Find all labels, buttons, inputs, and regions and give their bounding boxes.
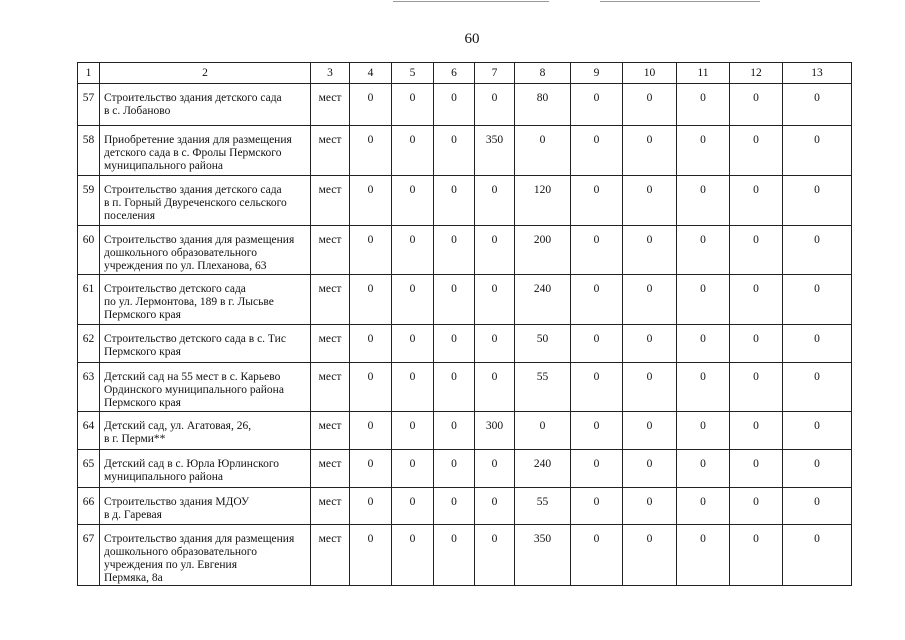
value-col-13: 0	[783, 450, 852, 488]
value-col-8: 50	[515, 325, 571, 363]
value-col-10: 0	[623, 325, 677, 363]
value-col-9: 0	[571, 412, 623, 450]
value-col-4: 0	[350, 126, 392, 176]
object-name	[100, 226, 311, 275]
object-name-line: Строительство здания детского сада	[104, 184, 282, 196]
object-name	[100, 488, 311, 525]
object-name-line: дошкольного образовательного	[104, 546, 257, 558]
value-col-6: 0	[434, 226, 475, 275]
value-col-4: 0	[350, 525, 392, 586]
object-name-line: Пермского края	[104, 346, 181, 358]
row-number: 61	[78, 275, 100, 325]
value-col-10: 0	[623, 525, 677, 586]
value-col-10: 0	[623, 488, 677, 525]
object-name	[100, 325, 311, 363]
row-number: 67	[78, 525, 100, 586]
row-number: 66	[78, 488, 100, 525]
value-col-8: 0	[515, 126, 571, 176]
unit-cell: мест	[311, 84, 350, 126]
value-col-7: 350	[475, 126, 515, 176]
object-name	[100, 450, 311, 488]
value-col-11: 0	[677, 176, 730, 226]
value-col-6: 0	[434, 126, 475, 176]
header-cell: 1	[78, 63, 100, 84]
value-col-11: 0	[677, 325, 730, 363]
row-number: 62	[78, 325, 100, 363]
value-col-7: 0	[475, 84, 515, 126]
value-col-8: 350	[515, 525, 571, 586]
object-name-line: по ул. Лермонтова, 189 в г. Лысьве	[104, 296, 274, 308]
value-col-7: 300	[475, 412, 515, 450]
object-name-line: Пермского края	[104, 397, 181, 409]
table-row	[78, 363, 852, 412]
value-col-13: 0	[783, 325, 852, 363]
unit-cell: мест	[311, 325, 350, 363]
table-row	[78, 450, 852, 488]
value-col-4: 0	[350, 488, 392, 525]
value-col-10: 0	[623, 363, 677, 412]
value-col-4: 0	[350, 84, 392, 126]
row-number: 59	[78, 176, 100, 226]
value-col-5: 0	[392, 412, 434, 450]
header-cell: 3	[311, 63, 350, 84]
value-col-12: 0	[730, 325, 783, 363]
value-col-10: 0	[623, 450, 677, 488]
object-name	[100, 412, 311, 450]
object-name-line: поселения	[104, 210, 155, 222]
header-cell: 12	[730, 63, 783, 84]
object-name-line: Приобретение здания для размещения	[104, 134, 292, 146]
table-row	[78, 525, 852, 586]
value-col-6: 0	[434, 275, 475, 325]
data-table	[77, 62, 852, 586]
table-row	[78, 488, 852, 525]
value-col-12: 0	[730, 176, 783, 226]
header-row	[78, 63, 852, 84]
value-col-11: 0	[677, 363, 730, 412]
value-col-4: 0	[350, 450, 392, 488]
value-col-5: 0	[392, 525, 434, 586]
value-col-11: 0	[677, 226, 730, 275]
value-col-6: 0	[434, 363, 475, 412]
object-name-line: Детский сад, ул. Агатовая, 26,	[104, 420, 252, 432]
value-col-6: 0	[434, 488, 475, 525]
value-col-9: 0	[571, 176, 623, 226]
value-col-8: 80	[515, 84, 571, 126]
object-name	[100, 176, 311, 226]
row-number: 65	[78, 450, 100, 488]
value-col-5: 0	[392, 84, 434, 126]
value-col-13: 0	[783, 275, 852, 325]
header-cell: 2	[100, 63, 311, 84]
value-col-10: 0	[623, 275, 677, 325]
value-col-12: 0	[730, 84, 783, 126]
value-col-11: 0	[677, 412, 730, 450]
object-name-line: Строительство здания для размещения	[104, 533, 295, 545]
scan-artifact-line	[393, 1, 549, 2]
value-col-8: 240	[515, 275, 571, 325]
value-col-5: 0	[392, 363, 434, 412]
value-col-13: 0	[783, 525, 852, 586]
object-name-line: детского сада в с. Фролы Пермского	[104, 147, 282, 159]
value-col-13: 0	[783, 126, 852, 176]
object-name	[100, 363, 311, 412]
value-col-11: 0	[677, 275, 730, 325]
value-col-6: 0	[434, 84, 475, 126]
object-name-line: Строительство детского сада	[104, 283, 246, 295]
value-col-12: 0	[730, 226, 783, 275]
value-col-9: 0	[571, 488, 623, 525]
value-col-10: 0	[623, 126, 677, 176]
value-col-9: 0	[571, 126, 623, 176]
object-name-line: Пермяка, 8а	[104, 572, 163, 584]
row-number: 57	[78, 84, 100, 126]
header-cell: 11	[677, 63, 730, 84]
value-col-8: 55	[515, 488, 571, 525]
object-name-line: Ординского муниципального района	[104, 384, 284, 396]
object-name-line: учреждения по ул. Плеханова, 63	[104, 260, 267, 272]
value-col-9: 0	[571, 325, 623, 363]
value-col-13: 0	[783, 488, 852, 525]
value-col-12: 0	[730, 525, 783, 586]
value-col-8: 200	[515, 226, 571, 275]
object-name-line: Строительство здания МДОУ	[104, 496, 250, 508]
object-name-line: Детский сад в с. Юрла Юрлинского	[104, 458, 280, 470]
table-row	[78, 226, 852, 275]
value-col-11: 0	[677, 450, 730, 488]
value-col-4: 0	[350, 412, 392, 450]
header-cell: 8	[515, 63, 571, 84]
unit-cell: мест	[311, 176, 350, 226]
object-name	[100, 275, 311, 325]
value-col-9: 0	[571, 525, 623, 586]
value-col-9: 0	[571, 275, 623, 325]
object-name-line: учреждения по ул. Евгения	[104, 559, 237, 571]
value-col-9: 0	[571, 363, 623, 412]
value-col-8: 55	[515, 363, 571, 412]
value-col-13: 0	[783, 226, 852, 275]
value-col-5: 0	[392, 488, 434, 525]
value-col-7: 0	[475, 275, 515, 325]
value-col-6: 0	[434, 450, 475, 488]
table-row	[78, 412, 852, 450]
value-col-7: 0	[475, 176, 515, 226]
object-name-line: муниципального района	[104, 471, 223, 483]
object-name	[100, 126, 311, 176]
object-name-line: Строительство детского сада в с. Тис	[104, 333, 286, 345]
value-col-10: 0	[623, 176, 677, 226]
value-col-7: 0	[475, 488, 515, 525]
table-row	[78, 176, 852, 226]
value-col-4: 0	[350, 176, 392, 226]
value-col-5: 0	[392, 325, 434, 363]
value-col-8: 120	[515, 176, 571, 226]
value-col-8: 240	[515, 450, 571, 488]
unit-cell: мест	[311, 450, 350, 488]
page-number: 60	[464, 31, 480, 47]
value-col-5: 0	[392, 226, 434, 275]
table-row	[78, 84, 852, 126]
value-col-11: 0	[677, 525, 730, 586]
value-col-11: 0	[677, 126, 730, 176]
value-col-4: 0	[350, 363, 392, 412]
value-col-7: 0	[475, 325, 515, 363]
unit-cell: мест	[311, 363, 350, 412]
object-name-line: Детский сад на 55 мест в с. Карьево	[104, 371, 281, 383]
header-cell: 13	[783, 63, 852, 84]
value-col-11: 0	[677, 488, 730, 525]
value-col-6: 0	[434, 176, 475, 226]
header-cell: 6	[434, 63, 475, 84]
unit-cell: мест	[311, 525, 350, 586]
table-row	[78, 325, 852, 363]
value-col-12: 0	[730, 488, 783, 525]
value-col-12: 0	[730, 412, 783, 450]
object-name	[100, 525, 311, 586]
value-col-13: 0	[783, 363, 852, 412]
unit-cell: мест	[311, 488, 350, 525]
header-cell: 7	[475, 63, 515, 84]
object-name-line: Пермского края	[104, 309, 181, 321]
value-col-8: 0	[515, 412, 571, 450]
object-name-line: муниципального района	[104, 160, 223, 172]
value-col-6: 0	[434, 525, 475, 586]
value-col-10: 0	[623, 84, 677, 126]
value-col-4: 0	[350, 325, 392, 363]
header-cell: 4	[350, 63, 392, 84]
value-col-10: 0	[623, 412, 677, 450]
value-col-6: 0	[434, 325, 475, 363]
value-col-10: 0	[623, 226, 677, 275]
object-name-line: Строительство здания детского сада	[104, 92, 282, 104]
value-col-4: 0	[350, 226, 392, 275]
value-col-4: 0	[350, 275, 392, 325]
header-cell: 10	[623, 63, 677, 84]
value-col-11: 0	[677, 84, 730, 126]
value-col-9: 0	[571, 450, 623, 488]
value-col-13: 0	[783, 176, 852, 226]
value-col-12: 0	[730, 126, 783, 176]
table-row	[78, 275, 852, 325]
value-col-5: 0	[392, 275, 434, 325]
value-col-12: 0	[730, 275, 783, 325]
header-cell: 5	[392, 63, 434, 84]
value-col-13: 0	[783, 412, 852, 450]
value-col-7: 0	[475, 450, 515, 488]
value-col-13: 0	[783, 84, 852, 126]
value-col-5: 0	[392, 126, 434, 176]
object-name	[100, 84, 311, 126]
object-name-line: в с. Лобаново	[104, 105, 171, 117]
unit-cell: мест	[311, 126, 350, 176]
row-number: 58	[78, 126, 100, 176]
row-number: 63	[78, 363, 100, 412]
value-col-7: 0	[475, 226, 515, 275]
object-name-line: Строительство здания для размещения	[104, 234, 295, 246]
table-row	[78, 126, 852, 176]
value-col-6: 0	[434, 412, 475, 450]
value-col-7: 0	[475, 525, 515, 586]
unit-cell: мест	[311, 275, 350, 325]
value-col-12: 0	[730, 363, 783, 412]
row-number: 64	[78, 412, 100, 450]
value-col-9: 0	[571, 226, 623, 275]
object-name-line: в д. Гаревая	[104, 509, 162, 521]
header-cell: 9	[571, 63, 623, 84]
value-col-5: 0	[392, 176, 434, 226]
value-col-5: 0	[392, 450, 434, 488]
value-col-7: 0	[475, 363, 515, 412]
row-number: 60	[78, 226, 100, 275]
scan-artifact-line	[600, 1, 760, 2]
unit-cell: мест	[311, 226, 350, 275]
object-name-line: дошкольного образовательного	[104, 247, 257, 259]
object-name-line: в г. Перми**	[104, 433, 166, 445]
value-col-9: 0	[571, 84, 623, 126]
value-col-12: 0	[730, 450, 783, 488]
object-name-line: в п. Горный Двуреченского сельского	[104, 197, 287, 209]
unit-cell: мест	[311, 412, 350, 450]
